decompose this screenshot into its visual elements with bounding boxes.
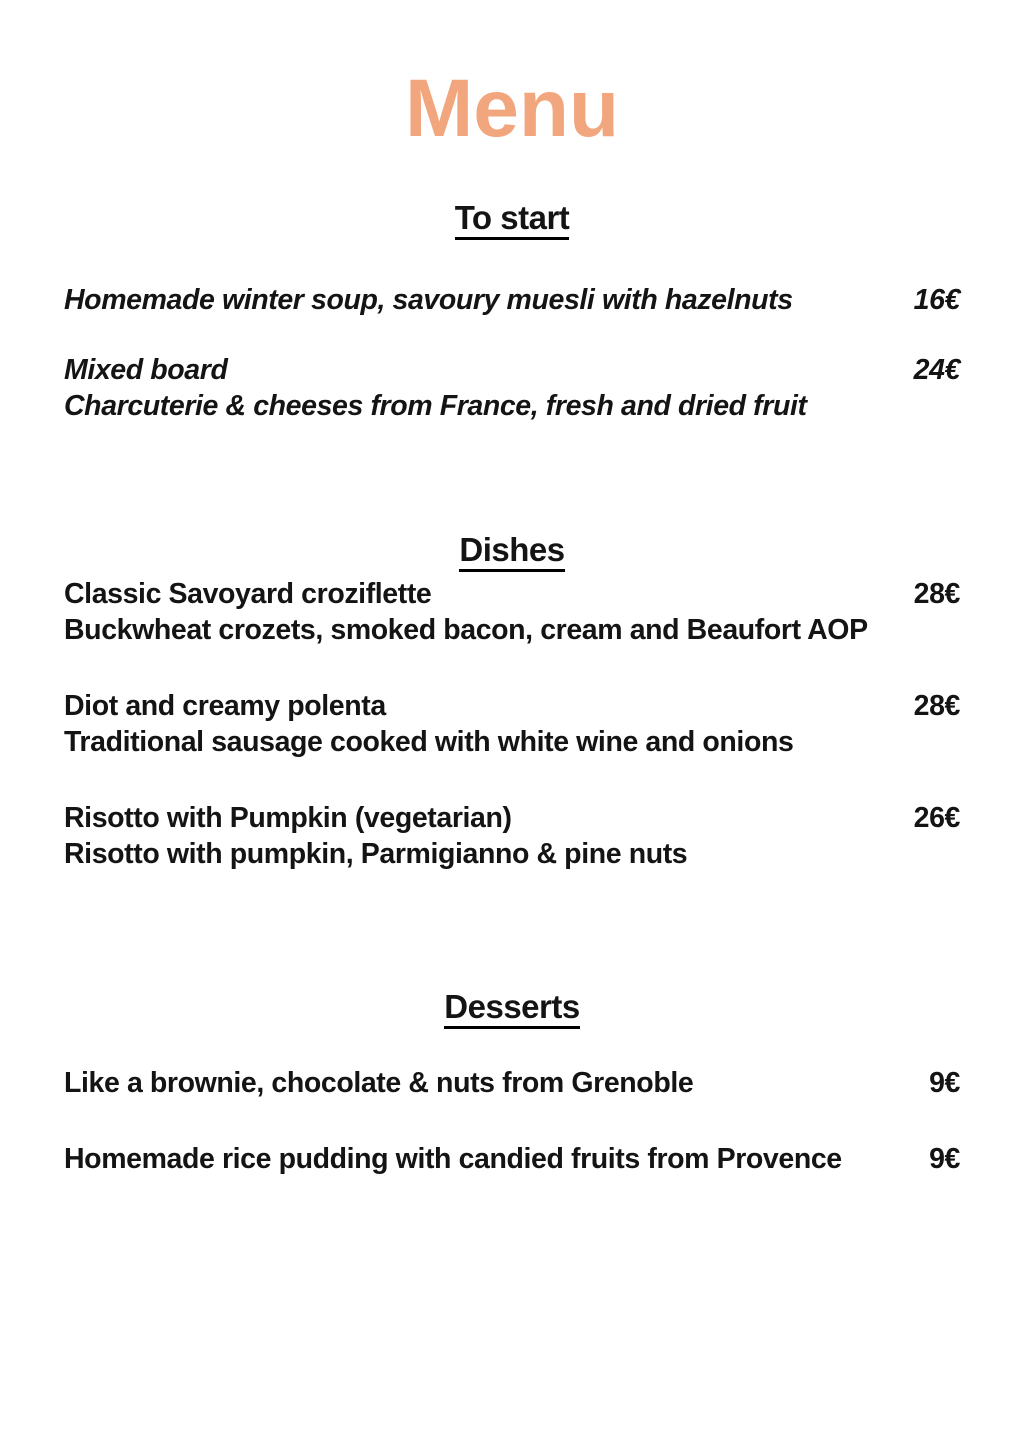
menu-item: [64, 800, 960, 872]
item-name: Homemade winter soup, savoury muesli with hazelnuts: [64, 284, 793, 316]
menu-item: [64, 688, 960, 760]
item-price: 9€: [929, 1143, 960, 1175]
item-price: 28€: [913, 578, 960, 610]
item-description: Traditional sausage cooked with white wine and onions: [64, 726, 794, 758]
item-description: Charcuterie & cheeses from France, fresh and dried fruit: [64, 390, 807, 422]
item-name: Classic Savoyard croziflette: [64, 578, 432, 610]
menu-item: [64, 282, 960, 318]
page-title: Menu: [404, 63, 620, 154]
item-price: 28€: [913, 690, 960, 722]
section-heading-dishes-label: Dishes: [459, 531, 564, 572]
item-price: 16€: [913, 284, 960, 316]
menu-item: [64, 352, 960, 424]
section-heading-to-start: [64, 198, 960, 238]
menu-item: [64, 1141, 960, 1177]
item-price: 24€: [913, 354, 960, 386]
item-name: Homemade rice pudding with candied fruits from Provence: [64, 1143, 842, 1175]
item-description: Risotto with pumpkin, Parmigianno & pine nuts: [64, 838, 688, 870]
section-heading-desserts: [64, 987, 960, 1027]
menu-item: [64, 1065, 960, 1101]
item-price: 26€: [913, 802, 960, 834]
section-to-start: [64, 282, 960, 424]
section-dishes: [64, 576, 960, 872]
item-description: Buckwheat crozets, smoked bacon, cream and Beaufort AOP: [64, 614, 868, 646]
menu-item: [64, 576, 960, 648]
item-name: Like a brownie, chocolate & nuts from Grenoble: [64, 1067, 694, 1099]
item-price: 9€: [929, 1067, 960, 1099]
item-name: Mixed board: [64, 354, 228, 386]
section-heading-to-start-label: To start: [455, 199, 570, 240]
item-name: Risotto with Pumpkin (vegetarian): [64, 802, 512, 834]
section-heading-dishes: [64, 530, 960, 570]
section-desserts: [64, 1065, 960, 1177]
section-heading-desserts-label: Desserts: [444, 988, 579, 1029]
item-name: Diot and creamy polenta: [64, 690, 386, 722]
